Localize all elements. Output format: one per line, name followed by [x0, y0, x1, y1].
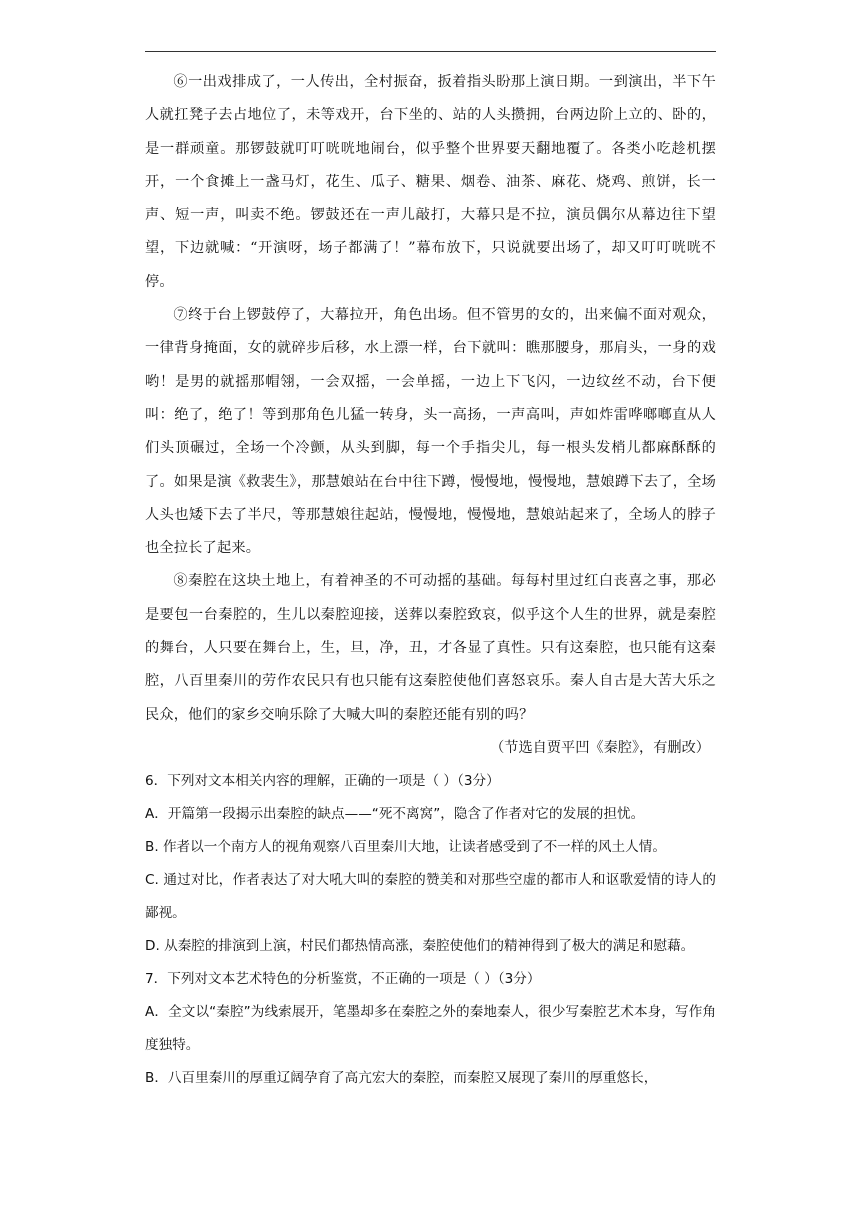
document-body — [145, 66, 716, 1095]
passage-paragraph-6: ⑥一出戏排成了，一人传出，全村振奋，扳着指头盼那上演日期。一到演出，半下午人就扛凳子去占地位了，未等戏开，台下坐的、站的人头攒拥，台两边阶上立的、卧的，是一群顽童。那锣鼓就叮叮咣咣地闹台，似乎整个世界要天翻地覆了。各类小吃趁机摆开，一个食摊上一盏马灯，花生、瓜子、糖果、烟卷、油茶、麻花、烧鸡、煎饼，长一声、短一声，叫卖不绝。锣鼓还在一声儿敲打，大幕只是不拉，演员偶尔从幕边往下望望，下边就喊：“开演呀，场子都满了！”幕布放下，只说就要出场了，却又叮叮咣咣不停。 — [145, 74, 716, 290]
question-7-option-a: A．全文以“秦腔”为线索展开，笔墨却多在秦腔之外的秦地秦人，很少写秦腔艺术本身，写作角度独特。 — [145, 1003, 716, 1053]
question-6-option-a: A．开篇第一段揭示出秦腔的缺点——“死不离窝”，隐含了作者对它的发展的担忧。 — [145, 805, 645, 822]
header-rule — [145, 51, 716, 52]
question-6-option-b: B. 作者以一个南方人的视角观察八百里秦川大地，让读者感受到了不一样的风土人情。 — [145, 838, 666, 855]
question-7-option-b: B．八百里秦川的厚重辽阔孕育了高亢宏大的秦腔，而秦腔又展现了秦川的厚重悠长， — [145, 1069, 658, 1086]
question-6-stem: 6．下列对文本相关内容的理解，正确的一项是（ ）（3分） — [145, 772, 500, 789]
question-6-option-c: C. 通过对比，作者表达了对大吼大叫的秦腔的赞美和对那些空虚的都市人和讴歌爱情的诗人的鄙视。 — [145, 871, 716, 921]
passage-paragraph-8: ⑧秦腔在这块土地上，有着神圣的不可动摇的基础。每每村里过红白丧喜之事，那必是要包一台秦腔的，生儿以秦腔迎接，送葬以秦腔致哀，似乎这个人生的世界，就是秦腔的舞台，人只要在舞台上，生，旦，净，丑，才各显了真性。只有这秦腔，也只能有这秦腔，八百里秦川的劳作农民只有也只能有这秦腔使他们喜怒哀乐。秦人自古是大苦大乐之民众，他们的家乡交响乐除了大喊大叫的秦腔还能有别的吗？ — [145, 573, 716, 723]
question-6-option-d: D. 从秦腔的排演到上演，村民们都热情高涨，秦腔使他们的精神得到了极大的满足和慰藉。 — [145, 937, 695, 954]
source-citation: （节选自贾平凹《秦腔》，有删改） — [490, 739, 710, 756]
passage-paragraph-7: ⑦终于台上锣鼓停了，大幕拉开，角色出场。但不管男的女的，出来偏不面对观众，一律背身掩面，女的就碎步后移，水上漂一样，台下就叫：瞧那腰身，那肩头，一身的戏哟！是男的就摇那帽翎，一会双摇，一会单摇，一边上下飞闪，一边纹丝不动，台下便叫：绝了，绝了！等到那角色儿猛一转身，头一高扬，一声高叫，声如炸雷哗啷啷直从人们头顶碾过，全场一个冷颤，从头到脚，每一个手指尖儿，每一根头发梢儿都麻酥酥的了。如果是演《救裴生》，那慧娘站在台中往下蹲，慢慢地，慢慢地，慧娘蹲下去了，全场人头也矮下去了半尺，等那慧娘往起站，慢慢地，慢慢地，慧娘站起来了，全场人的脖子也全拉长了起来。 — [145, 307, 716, 557]
question-7-stem: 7．下列对文本艺术特色的分析鉴赏，不正确的一项是（ ）（3分） — [145, 970, 541, 987]
